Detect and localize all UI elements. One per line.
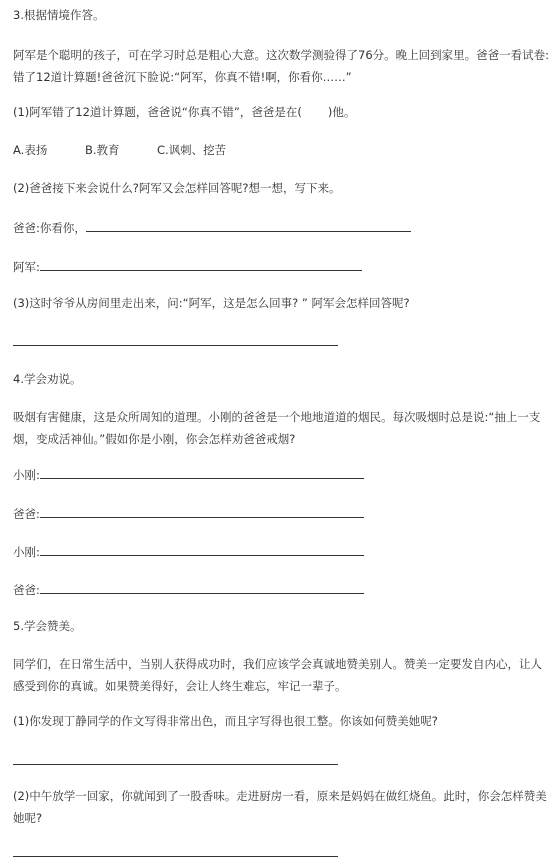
q3-option-a[interactable]: A.表扬 bbox=[13, 143, 48, 157]
q4-line-1-answer[interactable] bbox=[40, 466, 364, 479]
q3-sub1-text: (1)阿军错了12道计算题，爸爸说“你真不错”，爸爸是在( bbox=[13, 105, 302, 119]
q4-line-4-label: 爸爸: bbox=[13, 583, 40, 597]
q3-ajun-label: 阿军: bbox=[13, 260, 40, 274]
q4-line-1 bbox=[13, 466, 364, 482]
q4-line-1-label: 小刚: bbox=[13, 468, 40, 482]
q4-line-4-answer[interactable] bbox=[40, 581, 364, 594]
q5-sub1: (1)你发现丁静同学的作文写得非常出色，而且字写得也很工整。你该如何赞美她呢? bbox=[13, 714, 438, 728]
q4-heading: 4.学会劝说。 bbox=[13, 372, 82, 386]
q3-sub3: (3)这时爷爷从房间里走出来，问:“阿军，这是怎么回事? ” 阿军会怎样回答呢? bbox=[13, 296, 410, 310]
q3-sub1-text-after: )他。 bbox=[327, 105, 356, 119]
q5-sub2: (2)中午放学一回家，你就闻到了一股香味。走进厨房一看，原来是妈妈在做红烧鱼。此时，你会怎样赞美她呢? bbox=[13, 789, 547, 825]
q5-heading: 5.学会赞美。 bbox=[13, 619, 82, 633]
q4-line-3 bbox=[13, 543, 364, 559]
q3-dad-line bbox=[13, 219, 411, 235]
q4-line-2 bbox=[13, 505, 364, 521]
q3-passage: 阿军是个聪明的孩子，可在学习时总是粗心大意。这次数学测验得了76分。晚上回到家里。爸爸一看试卷:错了12道计算题!爸爸沉下脸说:“阿军，你真不错!啊，你看你……” bbox=[13, 48, 550, 84]
q3-sub1 bbox=[13, 105, 355, 119]
q4-line-3-answer[interactable] bbox=[40, 543, 364, 556]
q3-sub2: (2)爸爸接下来会说什么?阿军又会怎样回答呢?想一想，写下来。 bbox=[13, 181, 341, 195]
q4-line-2-label: 爸爸: bbox=[13, 507, 40, 521]
q4-line-3-label: 小刚: bbox=[13, 545, 40, 559]
q3-dad-answer-line[interactable] bbox=[86, 219, 411, 232]
q3-option-b[interactable]: B.教育 bbox=[85, 143, 120, 157]
q4-passage: 吸烟有害健康，这是众所周知的道理。小刚的爸爸是一个地地道道的烟民。每次吸烟时总是说:“抽上一支烟，变成活神仙。”假如你是小刚，你会怎样劝爸爸戒烟? bbox=[13, 410, 541, 446]
q3-ajun-line bbox=[13, 258, 362, 274]
q3-options bbox=[13, 143, 226, 157]
q5-passage: 同学们，在日常生活中，当别人获得成功时，我们应该学会真诚地赞美别人。赞美一定要发自内心，让人感受到你的真诚。如果赞美得好，会让人终生难忘，牢记一辈子。 bbox=[13, 657, 542, 693]
q4-line-4 bbox=[13, 581, 364, 597]
q3-heading: 3.根据情境作答。 bbox=[13, 8, 105, 22]
q5-sub1-answer-line[interactable] bbox=[13, 764, 338, 765]
q3-option-c[interactable]: C.讽刺、挖苦 bbox=[157, 143, 227, 157]
q4-line-2-answer[interactable] bbox=[40, 505, 364, 518]
q3-sub3-answer-line[interactable] bbox=[13, 345, 338, 346]
q5-sub2-answer-line[interactable] bbox=[13, 856, 338, 857]
q3-ajun-answer-line[interactable] bbox=[40, 258, 362, 271]
q3-dad-label: 爸爸:你看你， bbox=[13, 221, 86, 235]
